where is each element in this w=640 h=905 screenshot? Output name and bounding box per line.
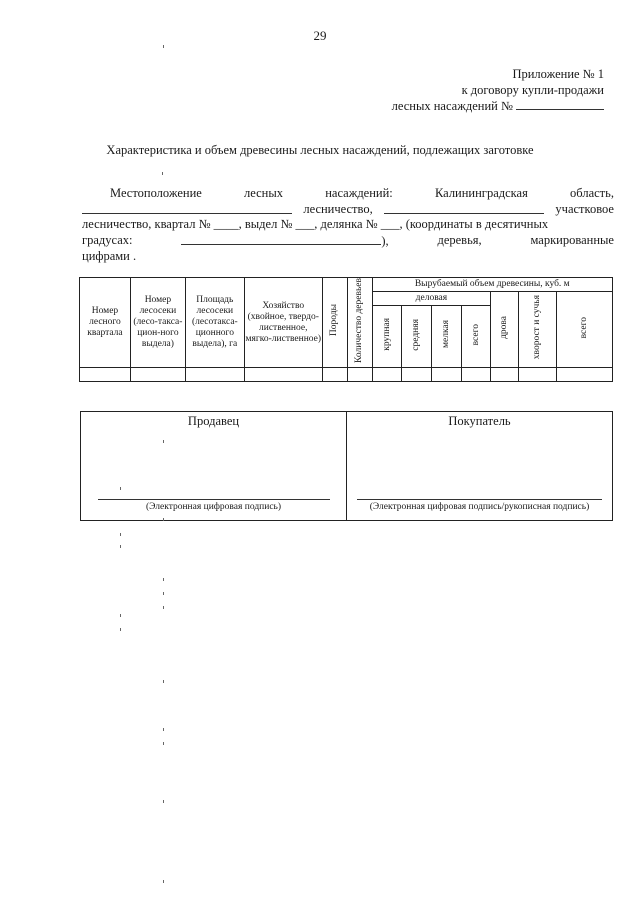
- appendix-block: [392, 66, 604, 114]
- signature-table: [80, 411, 613, 521]
- scan-speck: [163, 800, 164, 803]
- header-large-cell: [372, 306, 402, 368]
- header-species-cell: [322, 278, 347, 368]
- table-cell: [130, 368, 185, 382]
- header-volume: Вырубаемый объем древесины, куб. м: [372, 278, 612, 292]
- table-cell: [347, 368, 372, 382]
- header-area: Площадь лесосеки (лесотакса-ционного выдела), га: [185, 278, 244, 368]
- document-title: Характеристика и объем древесины лесных насаждений, подлежащих заготовке: [106, 143, 534, 157]
- contract-number-blank: [516, 98, 604, 110]
- scan-speck: [163, 742, 164, 745]
- location-line4: [82, 233, 614, 250]
- header-brushwood-cell: [519, 292, 557, 368]
- location-line3: [82, 217, 614, 233]
- header-section: Номер лесосеки (лесо-такса-цион-ного выдела): [130, 278, 185, 368]
- table-cell: [322, 368, 347, 382]
- appendix-line1: Приложение № 1: [512, 67, 604, 81]
- coordinates-blank: [181, 233, 381, 245]
- seller-heading: Продавец: [187, 414, 240, 428]
- location-word: Местоположение: [110, 186, 202, 200]
- page-number: 29: [313, 28, 327, 43]
- table-cell: [372, 368, 402, 382]
- scan-speck: [163, 440, 164, 443]
- scan-speck: [163, 45, 164, 48]
- table-cell: [462, 368, 491, 382]
- location-line2: [82, 202, 614, 218]
- header-small-cell: [432, 306, 462, 368]
- header-farm: Хозяйство (хвойное, твердо-лиственное, мягко-лиственное): [244, 278, 322, 368]
- location-word: участковое: [555, 201, 614, 216]
- appendix-contract-label: лесных насаждений №: [391, 99, 513, 113]
- table-cell: [402, 368, 432, 382]
- seller-signature-line: [98, 499, 330, 500]
- scan-speck: [120, 533, 121, 536]
- header-small: мелкая: [441, 320, 452, 349]
- seller-caption: (Электронная цифровая подпись): [145, 502, 282, 512]
- location-word: область,: [570, 186, 614, 200]
- scan-speck: [162, 172, 163, 175]
- header-total-business: всего: [470, 323, 481, 346]
- location-text: лесничество, квартал № ____, выдел № ___, делянка № ___, (координаты в десятичных: [82, 217, 549, 231]
- location-word: Калининградская: [434, 186, 528, 200]
- header-medium-cell: [402, 306, 432, 368]
- header-trees: Количество деревьев: [354, 278, 365, 363]
- scan-speck: [163, 680, 164, 683]
- scan-speck: [163, 592, 164, 595]
- scan-speck: [163, 606, 164, 609]
- seller-cell: [81, 412, 347, 521]
- timber-table: [79, 277, 613, 382]
- header-total-cell: [557, 292, 613, 368]
- header-firewood: дрова: [499, 316, 510, 339]
- scan-speck: [120, 614, 121, 617]
- header-total: всего: [579, 316, 590, 339]
- table-cell: [244, 368, 322, 382]
- location-word: градусах:: [82, 232, 133, 247]
- appendix-line3: [392, 98, 604, 114]
- header-quarter: Номер лесного квартала: [80, 278, 131, 368]
- scan-speck: [163, 880, 164, 883]
- scan-speck: [120, 487, 121, 490]
- table-cell: [80, 368, 131, 382]
- header-brushwood: хворост и сучья: [532, 295, 543, 360]
- scan-speck: [163, 518, 164, 521]
- scan-speck: [163, 578, 164, 581]
- location-word: лесных: [244, 186, 283, 200]
- location-word: цифрами: [82, 249, 130, 263]
- header-large: крупная: [381, 318, 392, 351]
- location-word: маркированные: [530, 232, 614, 247]
- appendix-line2: к договору купли-продажи: [461, 83, 604, 97]
- header-business: деловая: [372, 292, 491, 306]
- location-word: лесничество,: [303, 201, 373, 216]
- scan-speck: [120, 628, 121, 631]
- location-paragraph: [82, 186, 614, 265]
- header-species: Породы: [329, 304, 340, 337]
- table-row: [80, 368, 613, 382]
- district-forestry-blank: [384, 202, 544, 214]
- table-cell: [557, 368, 613, 382]
- location-word: деревья,: [437, 232, 482, 247]
- header-total-business-cell: [462, 306, 491, 368]
- table-cell: [185, 368, 244, 382]
- scan-speck: [120, 545, 121, 548]
- table-cell: [491, 368, 519, 382]
- table-cell: [519, 368, 557, 382]
- location-word: ),: [381, 233, 389, 248]
- location-line1: [82, 186, 614, 202]
- buyer-caption: (Электронная цифровая подпись/рукописная подпись): [369, 502, 590, 512]
- scan-speck: [163, 728, 164, 731]
- table-cell: [432, 368, 462, 382]
- header-trees-cell: [347, 278, 372, 368]
- header-medium: средняя: [411, 318, 422, 351]
- location-word: насаждений:: [325, 186, 393, 200]
- buyer-cell: [347, 412, 613, 521]
- buyer-signature-line: [357, 499, 602, 500]
- header-firewood-cell: [491, 292, 519, 368]
- location-line5: цифрами .: [82, 249, 137, 263]
- forestry-blank: [82, 202, 292, 214]
- buyer-heading: Покупатель: [448, 414, 511, 428]
